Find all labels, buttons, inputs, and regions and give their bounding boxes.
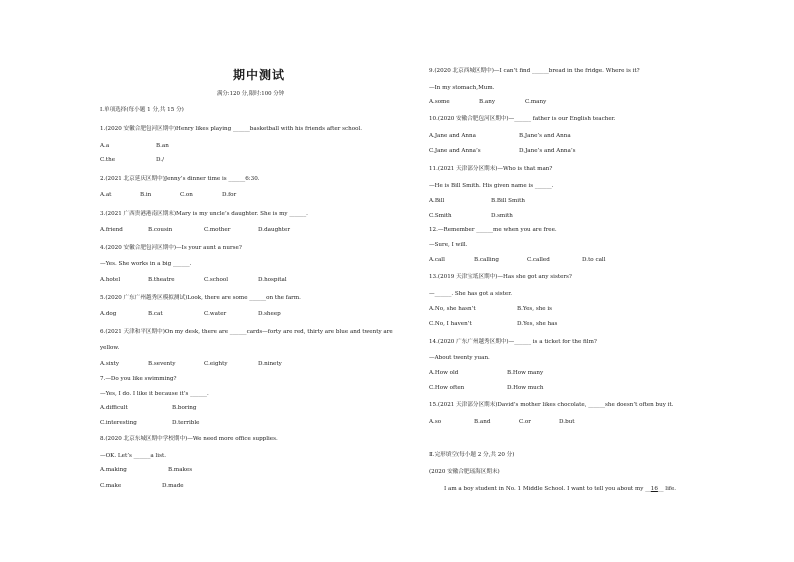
blank-number: 16: [650, 486, 658, 492]
option: C.or: [519, 419, 531, 425]
option: B.cousin: [148, 227, 173, 233]
option: B.boring: [172, 405, 197, 411]
question-line: —Yes. She works in a big ______.: [100, 261, 192, 267]
question-line: —In my stomach,Mum.: [429, 85, 495, 91]
option: C.on: [180, 192, 193, 198]
option: D.but: [559, 419, 575, 425]
question-line: —______. She has got a sister.: [429, 291, 513, 297]
question-line: —Yes, I do. I like it because it’s ______.: [100, 391, 209, 397]
question-stem: 7.—Do you like swimming?: [100, 376, 177, 382]
question-line: —He is Bill Smith. His given name is ______.: [429, 183, 554, 189]
option: D.for: [222, 192, 237, 198]
option: A.Jane and Anna: [429, 133, 476, 139]
option: A.friend: [100, 227, 123, 233]
option: B.How many: [507, 370, 544, 376]
section2-source: (2020 安徽合肥瑶海区期末): [429, 469, 500, 475]
option: D.Jane’s and Anna’s: [519, 148, 576, 154]
question-stem: 12.—Remember ______me when you are free.: [429, 227, 557, 233]
option: A.some: [429, 99, 450, 105]
option: B.seventy: [148, 361, 176, 367]
question-stem: 4.(2020 安徽合肥包河区期中)—Is your aunt a nurse?: [100, 245, 242, 251]
question-stem: 13.(2019 天津宝坻区期中)—Has she got any sisters?: [429, 274, 572, 280]
option: B.any: [479, 99, 495, 105]
section1-heading: Ⅰ.单项选择(每小题 1 分,共 15 分): [100, 107, 184, 113]
section2-heading: Ⅱ.完形填空(每小题 2 分,共 20 分): [429, 452, 515, 458]
option: A.at: [100, 192, 112, 198]
question-line: yellow.: [100, 345, 120, 351]
score-time: 满分:120 分,限时:100 分钟: [217, 91, 285, 97]
question-line: —About twenty yuan.: [429, 355, 490, 361]
option: A.dog: [100, 311, 117, 317]
question-stem: 1.(2020 安徽合肥包河区期中)Henry likes playing ______basketball with his friends after school.: [100, 126, 363, 132]
question-stem: 3.(2021 广西贵港港南区期末)Mary is my uncle’s daughter. She is my ______.: [100, 211, 308, 217]
option: C.Smith: [429, 213, 452, 219]
option: C.school: [204, 277, 228, 283]
question-stem: 14.(2020 广东广州越秀区期中)—______ is a ticket for the film?: [429, 339, 597, 345]
page-title: 期中测试: [233, 68, 286, 82]
option: B.cat: [148, 311, 163, 317]
option: C.Jane and Anna’s: [429, 148, 481, 154]
option: D./: [156, 157, 164, 163]
option: D.Yes, she has: [517, 321, 558, 327]
question-line: —OK. Let’s ______a list.: [100, 453, 166, 459]
question-stem: 11.(2021 天津部分区期末)—Who is that man?: [429, 166, 553, 172]
question-stem: 10.(2020 安徽合肥包河区期中)—______ father is our English teacher.: [429, 116, 616, 122]
option: B.Jane’s and Anna: [519, 133, 571, 139]
option: D.made: [162, 483, 184, 489]
option: D.sheep: [258, 311, 281, 317]
option: C.many: [525, 99, 547, 105]
option: A.a: [100, 143, 110, 149]
question-line: —Sure, I will.: [429, 242, 468, 248]
option: D.How much: [507, 385, 544, 391]
option: C.called: [527, 257, 550, 263]
option: D.ninety: [258, 361, 282, 367]
option: B.Bill Smith: [491, 198, 525, 204]
question-stem: 9.(2020 北京西城区期中)—I can’t find ______bread in the fridge. Where is it?: [429, 68, 640, 74]
question-stem: 5.(2020 广东广州越秀区模拟测试)Look, there are some ______on the farm.: [100, 295, 301, 301]
passage-line: I am a boy student in No. 1 Middle School. I want to tell you about my __16__ life.: [444, 486, 677, 492]
option: C.the: [100, 157, 116, 163]
option: C.How often: [429, 385, 465, 391]
option: B.an: [156, 143, 169, 149]
option: A.sixty: [100, 361, 120, 367]
option: B.theatre: [148, 277, 175, 283]
option: C.mother: [204, 227, 231, 233]
option: A.hotel: [100, 277, 121, 283]
option: D.to call: [582, 257, 606, 263]
option: D.daughter: [258, 227, 290, 233]
option: A.so: [429, 419, 442, 425]
option: C.make: [100, 483, 122, 489]
option: A.No, she hasn’t: [429, 306, 476, 312]
option: B.calling: [474, 257, 499, 263]
passage-end: life.: [665, 486, 677, 492]
option: D.smith: [491, 213, 513, 219]
option: A.call: [429, 257, 445, 263]
option: C.interesting: [100, 420, 137, 426]
passage-text: I am a boy student in No. 1 Middle School. I want to tell you about my: [444, 486, 644, 492]
option: C.eighty: [204, 361, 228, 367]
option: D.terrible: [172, 420, 200, 426]
option: B.Yes, she is: [517, 306, 553, 312]
question-stem: 2.(2021 北京延庆区期中)Jenny’s dinner time is ______6:30.: [100, 176, 260, 182]
option: A.difficult: [100, 405, 128, 411]
option: A.making: [100, 467, 127, 473]
option: B.makes: [168, 467, 193, 473]
question-stem: 15.(2021 天津部分区期末)David’s mother likes chocolate, ______she doesn’t often buy it.: [429, 402, 674, 408]
option: A.Bill: [429, 198, 445, 204]
option: B.and: [474, 419, 491, 425]
option: D.hospital: [258, 277, 287, 283]
option: B.in: [140, 192, 152, 198]
option: C.No, I haven’t: [429, 321, 472, 327]
question-stem: 6.(2021 天津和平区期中)On my desk, there are ______cards—forty are red, thirty are blue and twenty are: [100, 329, 393, 335]
question-stem: 8.(2020 北京东城区期中学校期中)—We need more office supplies.: [100, 436, 278, 442]
option: A.How old: [429, 370, 459, 376]
option: C.water: [204, 311, 227, 317]
